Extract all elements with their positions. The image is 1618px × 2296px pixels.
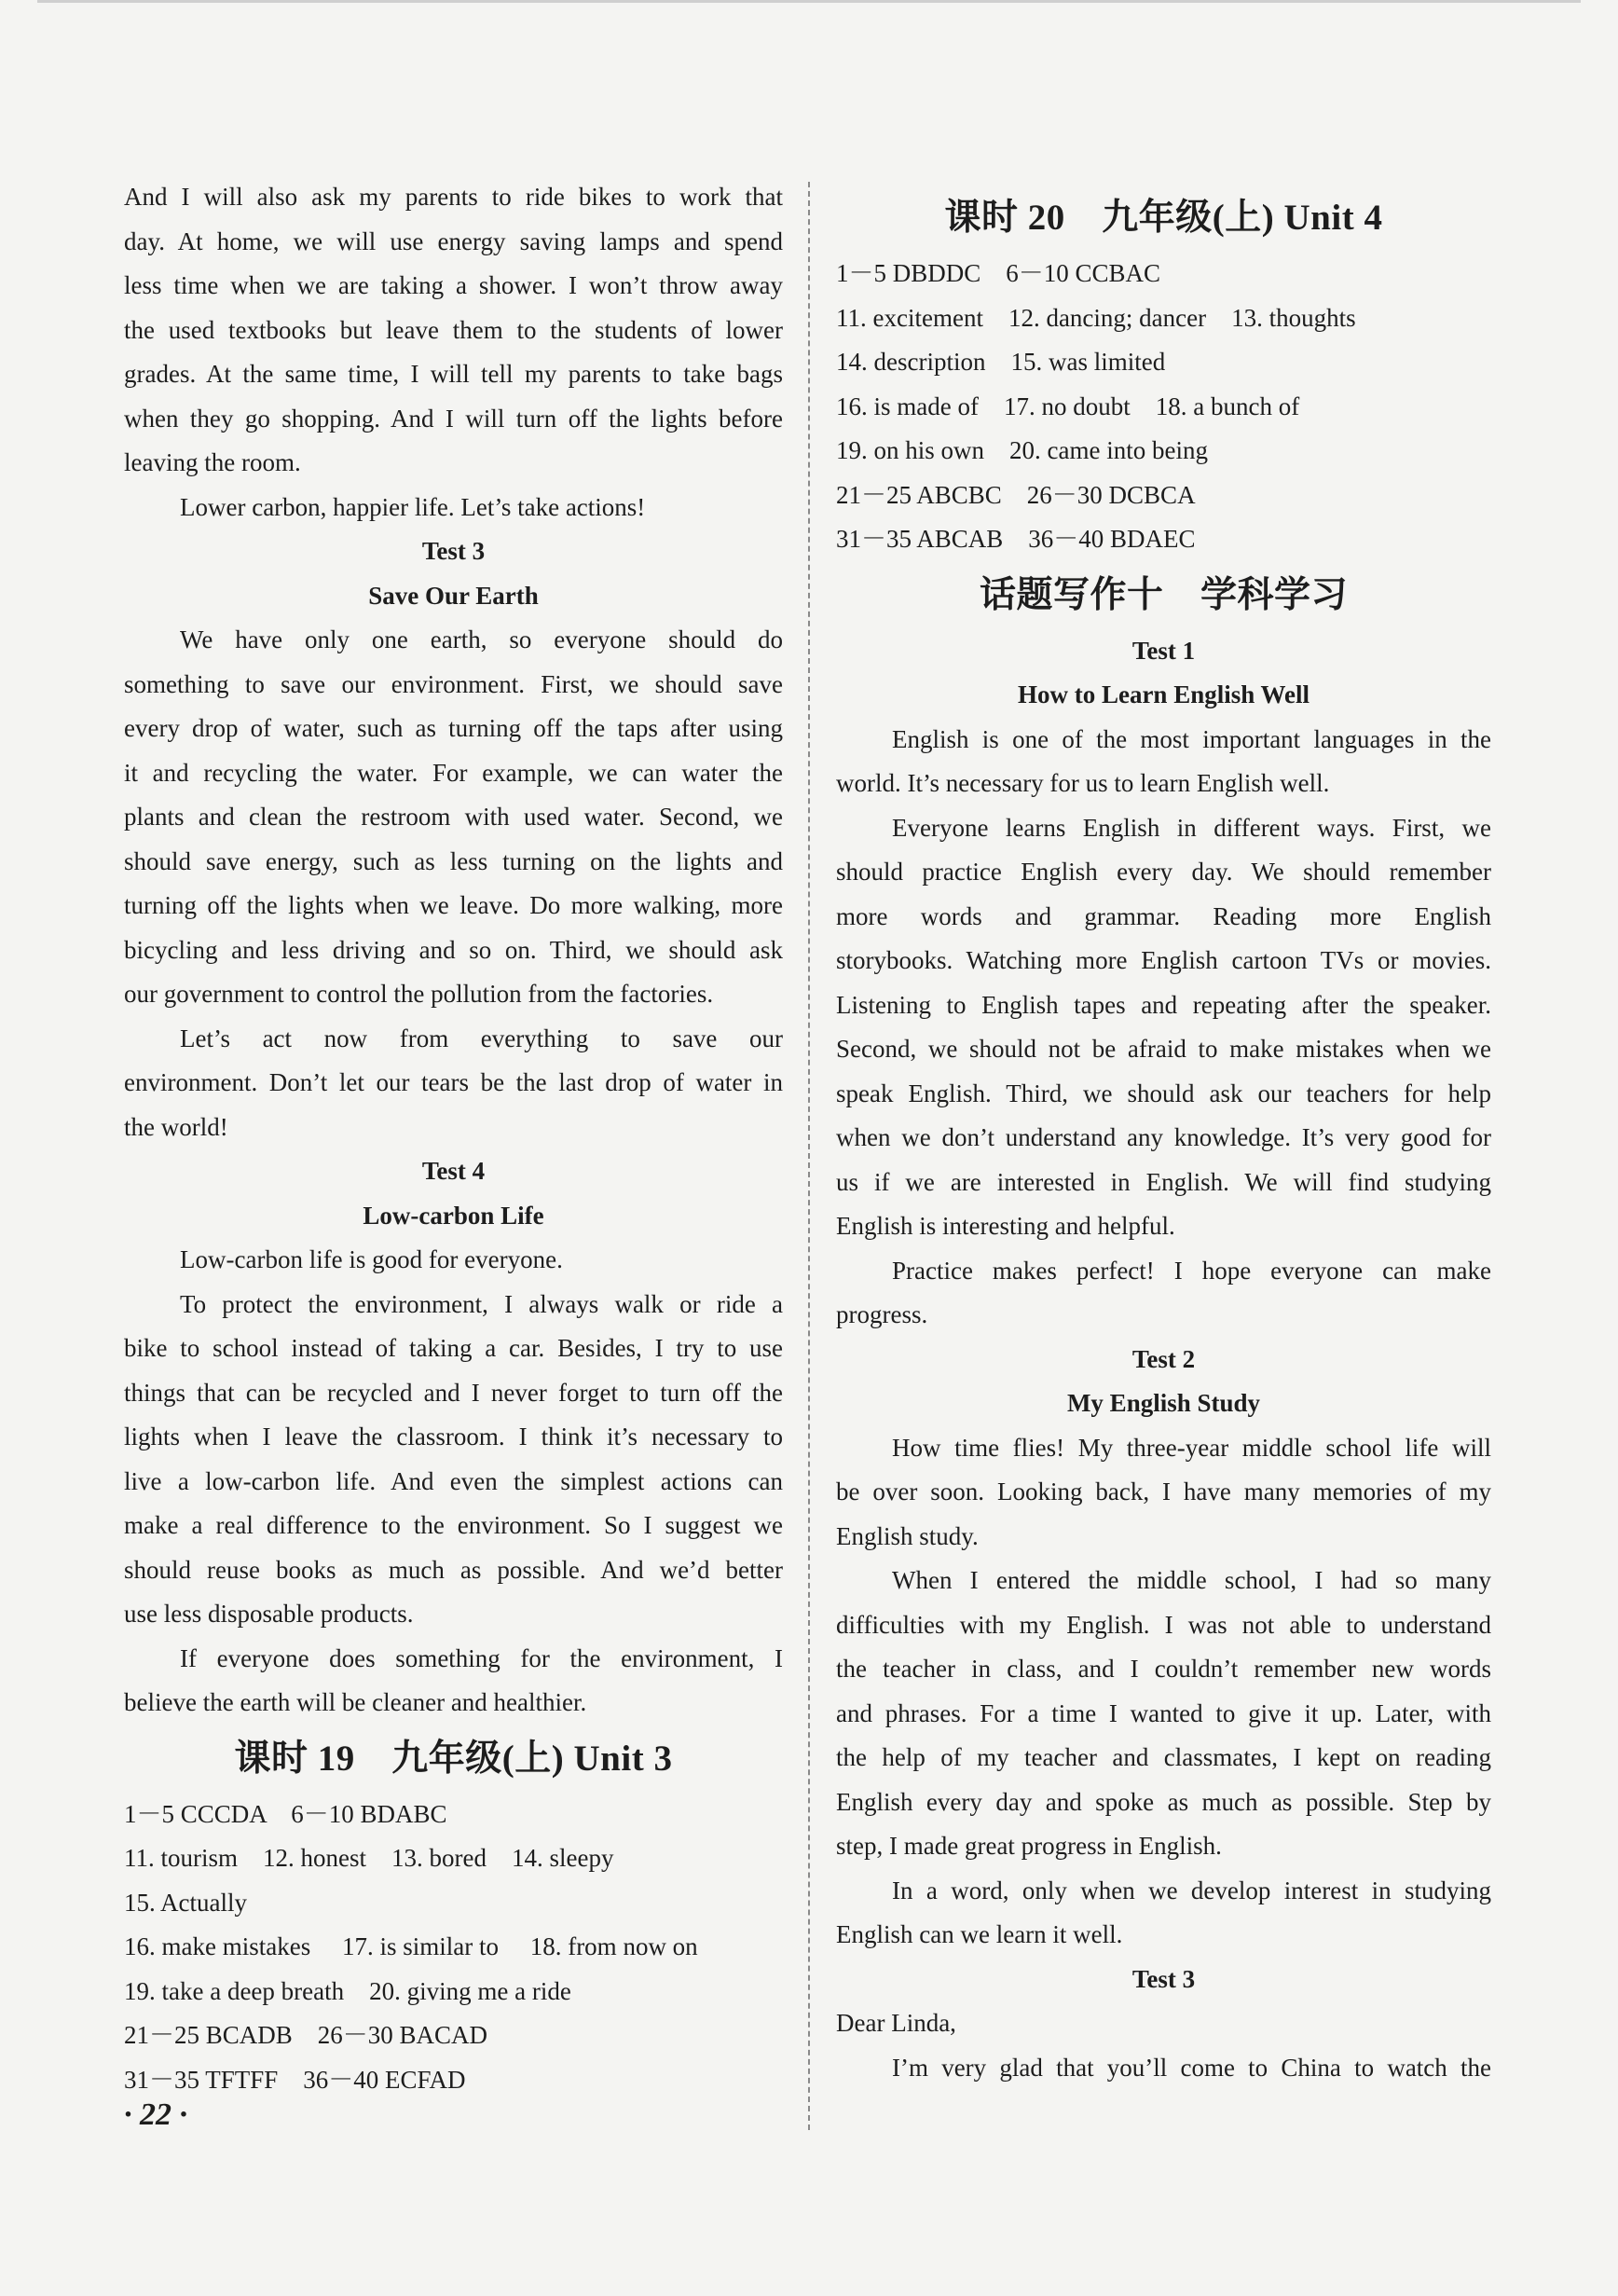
text-line: Low-carbon life is good for everyone. [180, 1245, 563, 1273]
essay-title: Save Our Earth [368, 581, 539, 610]
answer-line: 21－25 BCADB 26－30 BACAD [124, 2021, 488, 2049]
text-line: should practice English every day. We should remember [836, 858, 1491, 886]
text-line: the teacher in class, and I couldn’t remember new words [836, 1655, 1491, 1683]
top-edge-rule [37, 0, 1581, 3]
text-line: English is one of the most important languages in the [892, 724, 1491, 753]
answer-line: 19. on his own 20. came into being [836, 436, 1208, 464]
text-line: Second, we should not be afraid to make mistakes when we [836, 1035, 1491, 1063]
text-line: turning off the lights when we leave. Do more walking, more [124, 891, 783, 919]
text-line: us if we are interested in English. We will find studying [836, 1167, 1491, 1196]
text-line: live a low-carbon life. And even the simplest actions can [124, 1466, 783, 1495]
answer-line: 14. description 15. was limited [836, 348, 1166, 376]
answer-line: 1－5 DBDDC 6－10 CCBAC [836, 259, 1161, 287]
text-line: should save energy, such as less turning on the lights and [124, 846, 783, 875]
text-line: leaving the room. [124, 448, 301, 476]
text-line: speak English. Third, we should ask our teachers for help [836, 1079, 1491, 1107]
text-line: English every day and spoke as much as possible. Step by [836, 1787, 1491, 1816]
text-line: should reuse books as much as possible. And we’d better [124, 1555, 783, 1584]
left-test-4 [124, 1149, 783, 1725]
answer-line: 31－35 TFTFF 36－40 ECFAD [124, 2065, 466, 2094]
text-line: bicycling and less driving and so on. Third, we should ask [124, 935, 783, 964]
text-line: the used textbooks but leave them to the students of lower [124, 315, 783, 344]
column-divider [808, 182, 810, 2130]
left-test-3 [124, 529, 783, 1149]
test-label: Test 1 [1131, 636, 1196, 665]
lesson-20 [836, 185, 1491, 562]
topic-writing-10 [836, 562, 1491, 2091]
text-line: it and recycling the water. For example, we can water the [124, 758, 783, 787]
text-line: difficulties with my English. I was not able to understand [836, 1610, 1491, 1639]
text-line: storybooks. Watching more English cartoon TVs or movies. [836, 946, 1491, 974]
text-line: and phrases. For a time I wanted to give it up. Later, with [836, 1698, 1491, 1727]
text-line: less time when we are taking a shower. I won’t throw away [124, 271, 783, 299]
text-line: the world! [124, 1112, 228, 1141]
text-line: believe the earth will be cleaner and healthier. [124, 1688, 587, 1716]
answer-line: 16. make mistakes 17. is similar to 18. from now on [124, 1932, 698, 1960]
lesson-heading: 课时 19 九年级(上) Unit 3 [234, 1738, 673, 1779]
page-number: · 22 · [124, 2097, 187, 2132]
answer-line: 21－25 ABCBC 26－30 DCBCA [836, 480, 1196, 509]
text-line: use less disposable products. [124, 1600, 414, 1628]
text-line: day. At home, we will use energy saving lamps and spend [124, 227, 783, 255]
text-line: I’m very glad that you’ll come to China to watch the [892, 2053, 1491, 2082]
text-line: world. It’s necessary for us to learn English well. [836, 769, 1330, 797]
essay-title: Low-carbon Life [363, 1201, 544, 1230]
text-line: In a word, only when we develop interest in studying [892, 1876, 1491, 1904]
lesson-heading: 课时 20 九年级(上) Unit 4 [944, 198, 1383, 238]
text-line: when they go shopping. And I will turn off the lights before [124, 404, 783, 433]
text-line: the help of my teacher and classmates, I kept on reading [836, 1743, 1491, 1771]
text-line: Lower carbon, happier life. Let’s take actions! [180, 492, 646, 521]
text-line: grades. At the same time, I will tell my parents to take bags [124, 360, 783, 388]
answer-line: 15. Actually [124, 1888, 247, 1917]
text-line: Listening to English tapes and repeating after the speaker. [836, 990, 1491, 1019]
text-line: progress. [836, 1300, 928, 1328]
answer-line: 11. excitement 12. dancing; dancer 13. thoughts [836, 303, 1356, 332]
text-line: And I will also ask my parents to ride bikes to work that [124, 183, 783, 211]
text-line: environment. Don’t let our tears be the last drop of water in [124, 1068, 783, 1096]
text-line: step, I made great progress in English. [836, 1832, 1222, 1860]
test-label: Test 4 [421, 1157, 486, 1185]
text-line: English can we learn it well. [836, 1920, 1123, 1948]
answer-line: 19. take a deep breath 20. giving me a ride [124, 1976, 571, 2005]
text-line: If everyone does something for the environment, I [180, 1643, 783, 1672]
text-line: How time flies! My three-year middle school life will [892, 1433, 1491, 1462]
text-line: bike to school instead of taking a car. Besides, I try to use [124, 1334, 783, 1362]
text-line: When I entered the middle school, I had so many [892, 1566, 1491, 1594]
text-line: English study. [836, 1521, 979, 1550]
text-line: more words and grammar. Reading more English [836, 901, 1491, 930]
text-line: something to save our environment. First, we should save [124, 669, 783, 698]
essay-title: My English Study [1066, 1389, 1261, 1417]
lesson-19 [124, 1725, 783, 2103]
text-line: every drop of water, such as turning off the taps after using [124, 714, 783, 742]
test-label: Test 2 [1131, 1344, 1196, 1373]
text-line: Everyone learns English in different ways. First, we [892, 813, 1491, 842]
answer-line: 16. is made of 17. no doubt 18. a bunch of [836, 392, 1300, 420]
text-line: English is interesting and helpful. [836, 1212, 1175, 1240]
left-column [124, 175, 783, 2102]
essay-title: How to Learn English Well [1017, 681, 1310, 708]
text-line: make a real difference to the environment. So I suggest we [124, 1511, 783, 1539]
text-line: our government to control the pollution from the factories. [124, 980, 714, 1008]
test-label: Test 3 [1131, 1964, 1196, 1993]
text-line: We have only one earth, so everyone should do [180, 626, 783, 653]
text-line: when we don’t understand any knowledge. It’s very good for [836, 1123, 1491, 1151]
text-line: things that can be recycled and I never forget to turn off the [124, 1378, 783, 1407]
letter-greeting: Dear Linda, [836, 2009, 956, 2037]
text-line: Practice makes perfect! I hope everyone can make [892, 1256, 1491, 1285]
text-line: To protect the environment, I always walk or ride a [180, 1289, 783, 1318]
essay-continuation [124, 175, 783, 529]
text-line: be over soon. Looking back, I have many memories of my [836, 1478, 1491, 1505]
answer-line: 11. tourism 12. honest 13. bored 14. sleepy [124, 1844, 614, 1872]
answer-line: 31－35 ABCAB 36－40 BDAEC [836, 525, 1196, 553]
test-label: Test 3 [421, 537, 486, 565]
text-line: lights when I leave the classroom. I think it’s necessary to [124, 1423, 783, 1450]
right-column [836, 175, 1491, 2090]
text-line: Let’s act now from everything to save our [180, 1024, 783, 1052]
answer-line: 1－5 CCCDA 6－10 BDABC [124, 1799, 447, 1828]
topic-heading: 话题写作十 学科学习 [979, 574, 1348, 615]
text-line: plants and clean the restroom with used water. Second, we [124, 803, 783, 831]
